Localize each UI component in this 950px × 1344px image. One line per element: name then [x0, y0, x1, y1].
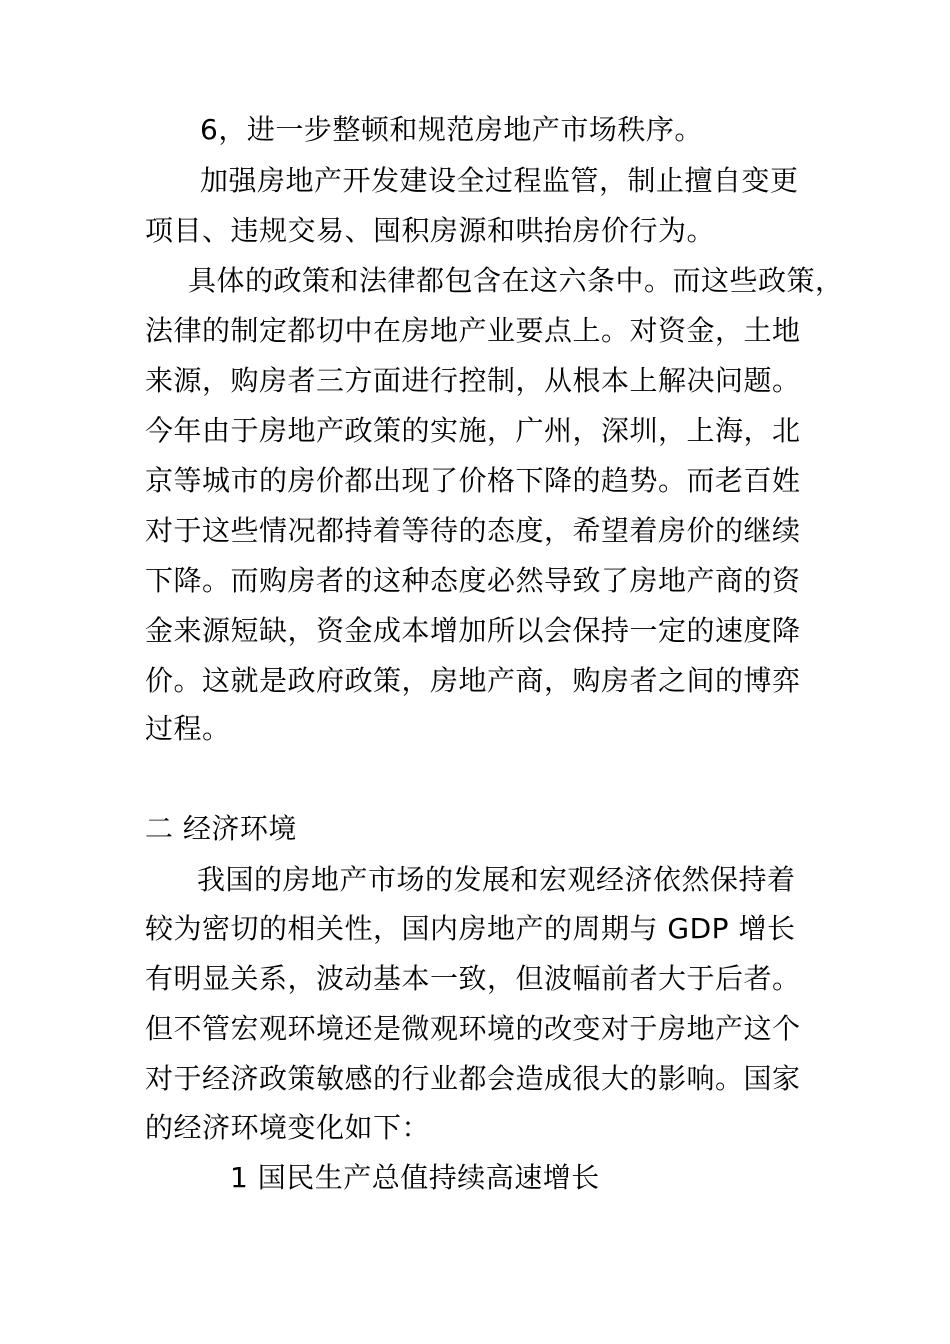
list-item-6: 6，进一步整顿和规范房地产市场秩序。 [200, 113, 703, 146]
paragraph-line: 较为密切的相关性，国内房地产的周期与 GDP 增长 [145, 912, 796, 945]
paragraph-line: 有明显关系，波动基本一致，但波幅前者大于后者。 [145, 962, 801, 995]
list-item-1: 1 国民生产总值持续高速增长 [230, 1161, 600, 1194]
paragraph-line: 对于经济政策敏感的行业都会造成很大的影响。国家 [145, 1062, 801, 1095]
paragraph-line: 价。这就是政府政策，房地产商，购房者之间的博弈 [145, 664, 801, 697]
paragraph-line: 项目、违规交易、囤积房源和哄抬房价行为。 [145, 214, 716, 247]
paragraph-line: 过程。 [145, 712, 231, 745]
paragraph-line: 下降。而购房者的这种态度必然导致了房地产商的资 [145, 564, 801, 597]
paragraph-line: 今年由于房地产政策的实施，广州，深圳，上海，北 [145, 414, 801, 447]
section-heading: 二 经济环境 [145, 812, 297, 845]
paragraph-line: 我国的房地产市场的发展和宏观经济依然保持着 [197, 863, 796, 896]
paragraph-line: 的经济环境变化如下： [145, 1111, 431, 1144]
paragraph-line: 京等城市的房价都出现了价格下降的趋势。而老百姓 [145, 464, 801, 497]
paragraph-line: 但不管宏观环境还是微观环境的改变对于房地产这个 [145, 1012, 801, 1045]
paragraph-line: 法律的制定都切中在房地产业要点上。对资金，土地 [145, 314, 801, 347]
paragraph-line: 金来源短缺，资金成本增加所以会保持一定的速度降 [145, 614, 801, 647]
paragraph-line: 对于这些情况都持着等待的态度，希望着房价的继续 [145, 514, 801, 547]
paragraph-line: 来源，购房者三方面进行控制，从根本上解决问题。 [145, 364, 801, 397]
paragraph-line: 具体的政策和法律都包含在这六条中。而这些政策， [188, 264, 844, 297]
paragraph-line: 加强房地产开发建设全过程监管，制止擅自变更 [200, 164, 799, 197]
